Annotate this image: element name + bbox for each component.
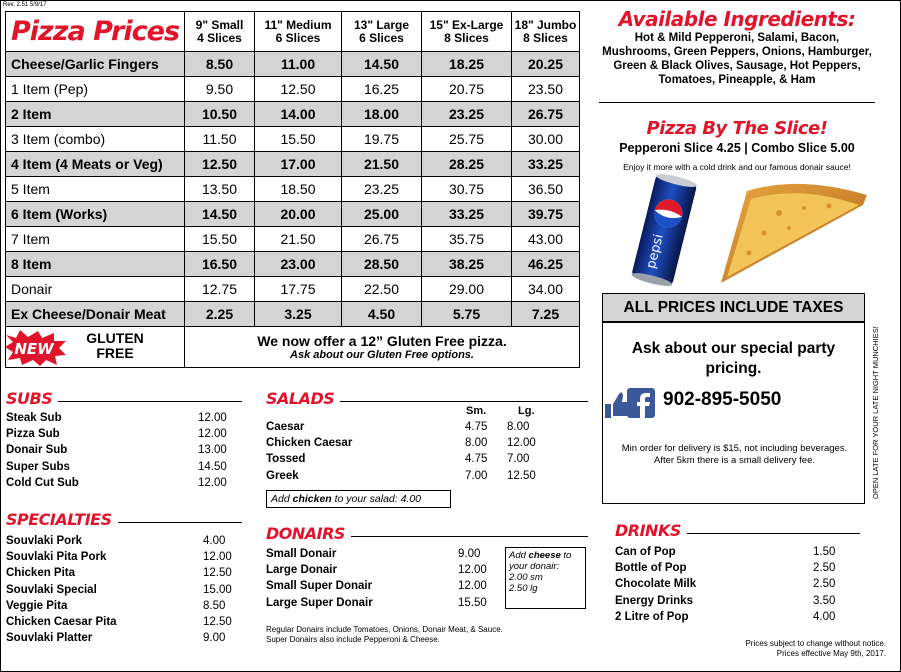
price-cell: 16.25 xyxy=(342,77,422,102)
price-cell: 12.50 xyxy=(255,77,342,102)
price-cell: 29.00 xyxy=(422,277,512,302)
item-name: 3 Item (combo) xyxy=(6,127,185,152)
item-price: 9.00 xyxy=(203,632,226,645)
list-item xyxy=(6,598,236,614)
item-name: Chocolate Milk xyxy=(615,578,697,591)
drinks-list xyxy=(615,544,845,625)
divider xyxy=(599,102,875,103)
price-cell: 9.50 xyxy=(185,77,255,102)
size-header: 18" Jumbo 8 Slices xyxy=(512,12,580,52)
table-row xyxy=(6,202,580,227)
item-price: 1.50 xyxy=(813,546,836,558)
price-cell: 17.75 xyxy=(255,277,342,302)
list-item xyxy=(6,442,236,458)
list-item xyxy=(6,426,236,442)
list-item xyxy=(6,582,236,598)
list-item xyxy=(266,578,501,594)
svg-text:NEW: NEW xyxy=(14,340,54,358)
price-cell: 28.50 xyxy=(342,252,422,277)
phone-row xyxy=(603,384,864,420)
list-item xyxy=(6,565,236,581)
item-name: 5 Item xyxy=(6,177,185,202)
item-name: Ex Cheese/Donair Meat xyxy=(6,302,185,327)
list-item xyxy=(266,468,556,484)
table-row xyxy=(6,252,580,277)
item-price: 3.50 xyxy=(813,594,836,607)
new-burst-icon xyxy=(4,329,68,367)
small-price: 7.00 xyxy=(465,469,488,482)
add-chicken-note: Add chicken to your salad: 4.00 xyxy=(266,490,451,508)
add-cheese-note: Add cheese to your donair: 2.00 sm 2.50 lg xyxy=(505,547,586,609)
price-cell: 4.50 xyxy=(342,302,422,327)
price-cell: 25.75 xyxy=(422,127,512,152)
list-item xyxy=(6,614,236,630)
by-slice-title: Pizza By The Slice! xyxy=(646,118,828,139)
gluten-free-cell xyxy=(6,327,185,368)
list-item xyxy=(6,549,236,565)
salads-list xyxy=(266,419,556,484)
price-cell: 15.50 xyxy=(255,127,342,152)
item-name: Tossed xyxy=(266,453,306,466)
item-price: 12.00 xyxy=(198,476,227,489)
large-price: 7.00 xyxy=(507,453,530,466)
table-row xyxy=(6,302,580,327)
ingredients-list: Hot & Mild Pepperoni, Salami, Bacon, Mushrooms, Green Peppers, Onions, Hamburger, Green & Black Olives, Sausage, Hot Peppers, Tomatoes, Pineapple, & Ham xyxy=(602,32,872,86)
subs-list xyxy=(6,410,236,491)
item-name: Caesar xyxy=(266,421,305,433)
item-name: Chicken Caesar xyxy=(266,437,353,450)
item-name: Cheese/Garlic Fingers xyxy=(6,52,185,77)
late-night-side-text: OPEN LATE FOR YOUR LATE NIGHT MUNCHIES! xyxy=(871,326,880,499)
small-price: 8.00 xyxy=(465,437,488,450)
item-name: 4 Item (4 Meats or Veg) xyxy=(6,152,185,177)
table-header-row xyxy=(6,12,580,52)
table-row xyxy=(6,102,580,127)
price-cell: 25.00 xyxy=(342,202,422,227)
item-name: Souvlaki Special xyxy=(6,583,97,596)
item-price: 12.00 xyxy=(203,551,232,564)
item-name: Super Subs xyxy=(6,460,70,473)
table-row xyxy=(6,277,580,302)
price-cell: 18.00 xyxy=(342,102,422,127)
price-cell: 14.00 xyxy=(255,102,342,127)
list-item xyxy=(615,576,845,592)
price-cell: 3.25 xyxy=(255,302,342,327)
price-cell: 26.75 xyxy=(512,102,580,127)
price-cell: 20.00 xyxy=(255,202,342,227)
pizza-slice-icon xyxy=(721,184,867,283)
item-price: 12.00 xyxy=(458,580,487,593)
item-name: Chicken Caesar Pita xyxy=(6,615,117,628)
item-name: Greek xyxy=(266,469,299,482)
item-name: 1 Item (Pep) xyxy=(6,77,185,102)
price-cell: 10.50 xyxy=(185,102,255,127)
list-item xyxy=(6,630,236,646)
list-item xyxy=(266,451,556,467)
specialties-list xyxy=(6,533,236,646)
price-cell: 12.50 xyxy=(185,152,255,177)
item-name: Souvlaki Pita Pork xyxy=(6,551,107,564)
item-name: Energy Drinks xyxy=(615,594,693,607)
list-item xyxy=(266,435,556,451)
price-cell: 11.00 xyxy=(255,52,342,77)
party-pricing-text: Ask about our special party pricing. xyxy=(631,340,836,377)
pizza-prices-title: Pizza Prices xyxy=(6,12,185,52)
item-price: 12.00 xyxy=(458,564,487,577)
price-cell: 30.75 xyxy=(422,177,512,202)
item-name: Veggie Pita xyxy=(6,599,68,612)
item-name: 7 Item xyxy=(6,227,185,252)
list-item xyxy=(266,562,501,578)
item-price: 15.00 xyxy=(203,583,232,596)
small-price: 4.75 xyxy=(465,421,488,433)
item-price: 9.00 xyxy=(458,548,481,560)
price-cell: 30.00 xyxy=(512,127,580,152)
list-item xyxy=(266,595,501,611)
salads-header: SALADS xyxy=(266,389,588,413)
drinks-header: DRINKS xyxy=(615,521,860,545)
pizza-price-table xyxy=(5,11,580,368)
size-header: 9" Small 4 Slices xyxy=(185,12,255,52)
info-box xyxy=(602,293,865,504)
list-item xyxy=(615,593,845,609)
small-price: 4.75 xyxy=(465,453,488,466)
item-price: 12.50 xyxy=(203,615,232,628)
price-cell: 15.50 xyxy=(185,227,255,252)
item-name: Small Donair xyxy=(266,548,337,560)
item-name: Donair Sub xyxy=(6,444,68,457)
item-price: 15.50 xyxy=(458,596,487,609)
table-row xyxy=(6,152,580,177)
revision-label: Rev. 2.51 5/9/17 xyxy=(3,2,47,8)
large-price: 8.00 xyxy=(507,421,530,433)
pepsi-and-pizza-image xyxy=(629,173,875,289)
item-name: 8 Item xyxy=(6,252,185,277)
item-name: Chicken Pita xyxy=(6,567,76,580)
item-name: Souvlaki Pork xyxy=(6,535,83,547)
price-cell: 21.50 xyxy=(342,152,422,177)
svg-text:pepsi: pepsi xyxy=(643,232,667,271)
salad-size-headers: Sm. Lg. xyxy=(466,405,535,417)
price-cell: 12.75 xyxy=(185,277,255,302)
item-name: Donair xyxy=(6,277,185,302)
phone-number[interactable]: 902-895-5050 xyxy=(663,389,782,410)
list-item xyxy=(6,459,236,475)
item-price: 12.50 xyxy=(203,567,232,580)
footer-note: Prices subject to change without notice. Prices effective May 9th, 2017. xyxy=(745,639,886,658)
item-price: 12.00 xyxy=(198,412,227,424)
size-header: 15" Ex-Large 8 Slices xyxy=(422,12,512,52)
price-cell: 8.50 xyxy=(185,52,255,77)
list-item xyxy=(615,609,845,625)
price-cell: 23.00 xyxy=(255,252,342,277)
specialties-header: SPECIALTIES xyxy=(6,510,242,534)
gluten-free-label: GLUTEN FREE xyxy=(86,330,144,361)
table-row xyxy=(6,127,580,152)
price-cell: 14.50 xyxy=(342,52,422,77)
price-cell: 7.25 xyxy=(512,302,580,327)
item-name: Bottle of Pop xyxy=(615,562,687,575)
item-price: 8.50 xyxy=(203,599,226,612)
donair-note: Regular Donairs include Tomatoes, Onions, Donair Meat, & Sauce. Super Donairs also include Pepperoni & Cheese. xyxy=(266,625,503,644)
price-cell: 17.00 xyxy=(255,152,342,177)
price-cell: 23.25 xyxy=(342,177,422,202)
price-cell: 23.50 xyxy=(512,77,580,102)
price-cell: 19.75 xyxy=(342,127,422,152)
item-name: Large Donair xyxy=(266,564,337,577)
table-row xyxy=(6,177,580,202)
list-item xyxy=(615,560,845,576)
item-name: Small Super Donair xyxy=(266,580,373,593)
item-price: 4.00 xyxy=(203,535,226,547)
item-price: 13.00 xyxy=(198,444,227,457)
item-name: Souvlaki Platter xyxy=(6,632,93,645)
item-name: Can of Pop xyxy=(615,546,676,558)
item-price: 2.50 xyxy=(813,562,836,575)
subs-header: SUBS xyxy=(6,389,242,413)
ingredients-title: Available Ingredients: xyxy=(618,7,856,31)
price-cell: 36.50 xyxy=(512,177,580,202)
price-cell: 5.75 xyxy=(422,302,512,327)
size-header: 11" Medium 6 Slices xyxy=(255,12,342,52)
taxes-heading: ALL PRICES INCLUDE TAXES xyxy=(603,294,864,323)
item-name: 2 Item xyxy=(6,102,185,127)
price-cell: 43.00 xyxy=(512,227,580,252)
price-cell: 13.50 xyxy=(185,177,255,202)
price-cell: 14.50 xyxy=(185,202,255,227)
donairs-header: DONAIRS xyxy=(266,524,588,548)
slice-prices: Pepperoni Slice 4.25 | Combo Slice 5.00 xyxy=(619,141,855,155)
price-cell: 22.50 xyxy=(342,277,422,302)
list-item xyxy=(6,410,236,426)
price-cell: 35.75 xyxy=(422,227,512,252)
gluten-free-offer: We now offer a 12” Gluten Free pizza. Ask about our Gluten Free options. xyxy=(185,327,580,368)
large-price: 12.50 xyxy=(507,469,536,482)
item-price: 4.00 xyxy=(813,610,836,623)
price-cell: 23.25 xyxy=(422,102,512,127)
item-name: Pizza Sub xyxy=(6,428,60,441)
pepsi-can-icon xyxy=(631,173,698,288)
price-cell: 33.25 xyxy=(422,202,512,227)
slice-note: Enjoy it more with a cold drink and our famous donair sauce! xyxy=(623,162,851,172)
gluten-free-row xyxy=(6,327,580,368)
item-price: 12.00 xyxy=(198,428,227,441)
item-price: 14.50 xyxy=(198,460,227,473)
price-cell: 34.00 xyxy=(512,277,580,302)
price-cell: 21.50 xyxy=(255,227,342,252)
list-item xyxy=(266,546,501,562)
large-price: 12.00 xyxy=(507,437,536,450)
price-cell: 11.50 xyxy=(185,127,255,152)
price-cell: 18.50 xyxy=(255,177,342,202)
list-item xyxy=(6,475,236,491)
item-name: Large Super Donair xyxy=(266,596,373,609)
size-header: 13" Large 6 Slices xyxy=(342,12,422,52)
item-price: 2.50 xyxy=(813,578,836,591)
list-item xyxy=(6,533,236,549)
table-row xyxy=(6,52,580,77)
min-order-note: Min order for delivery is $15, not including beverages. After 5km there is a small delivery fee. xyxy=(621,443,848,466)
item-name: Steak Sub xyxy=(6,412,62,424)
item-name: 6 Item (Works) xyxy=(6,202,185,227)
price-cell: 2.25 xyxy=(185,302,255,327)
price-cell: 28.25 xyxy=(422,152,512,177)
donairs-list xyxy=(266,546,501,611)
item-name: 2 Litre of Pop xyxy=(615,610,689,623)
price-cell: 20.25 xyxy=(512,52,580,77)
item-name: Cold Cut Sub xyxy=(6,476,79,489)
price-cell: 26.75 xyxy=(342,227,422,252)
price-cell: 16.50 xyxy=(185,252,255,277)
list-item xyxy=(266,419,556,435)
price-cell: 38.25 xyxy=(422,252,512,277)
price-cell: 39.75 xyxy=(512,202,580,227)
price-cell: 33.25 xyxy=(512,152,580,177)
list-item xyxy=(615,544,845,560)
price-cell: 46.25 xyxy=(512,252,580,277)
price-cell: 20.75 xyxy=(422,77,512,102)
table-row xyxy=(6,227,580,252)
table-row xyxy=(6,77,580,102)
facebook-like-icon xyxy=(603,386,657,420)
price-cell: 18.25 xyxy=(422,52,512,77)
